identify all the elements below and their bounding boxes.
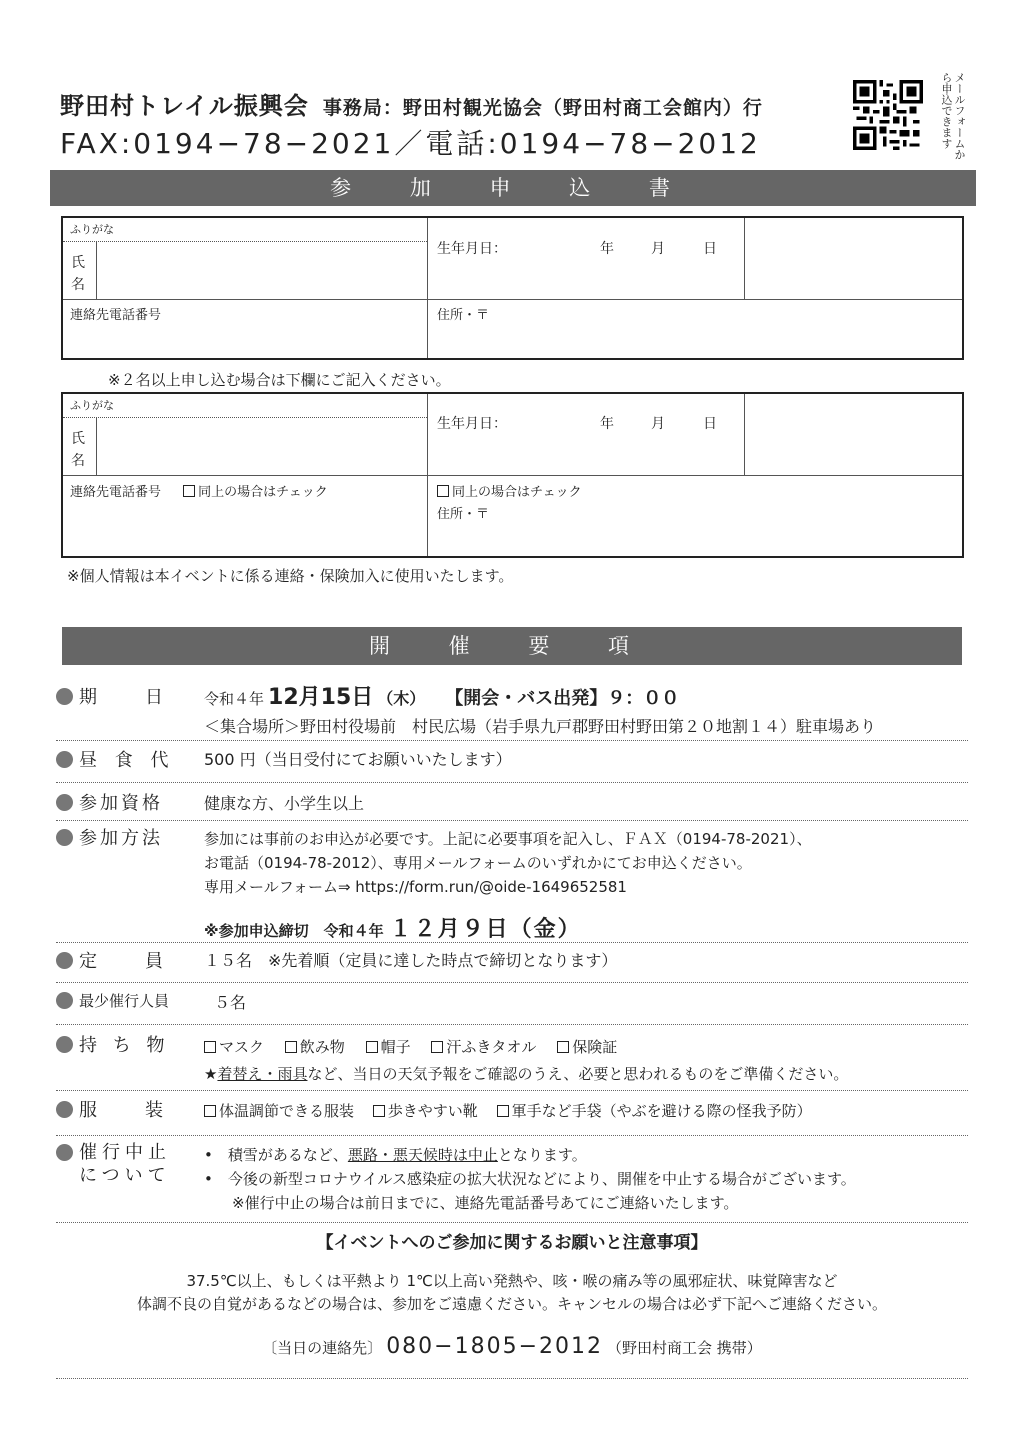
notice-title: 【イベントへのご参加に関するお願いと注意事項】 xyxy=(316,1233,708,1253)
name-field[interactable] xyxy=(97,418,426,474)
furigana-label: ふりがな xyxy=(70,223,114,236)
capacity-row-label: 定 員 xyxy=(56,947,167,973)
org-heading xyxy=(60,86,763,121)
name-label: 氏 xyxy=(71,431,85,447)
form-title: 参 加 申 込 書 xyxy=(50,170,976,206)
capacity-value: １５名 ※先着順（定員に達した時点で締切となります） xyxy=(204,951,618,970)
same-check-label: 同上の場合はチェック xyxy=(198,485,328,500)
same-checkbox[interactable] xyxy=(437,481,582,500)
item-checkbox[interactable]: マスク xyxy=(204,1038,264,1056)
year-label: 年 xyxy=(600,416,614,432)
date-row-label: 期 日 xyxy=(56,683,167,709)
notice-line: 体調不良の自覚があるなどの場合は、参加をご遠慮ください。キャンセルの場合は必ず下記へご連絡ください。 xyxy=(136,1295,887,1313)
name-label: 名 xyxy=(71,453,85,469)
bullet-icon xyxy=(56,992,73,1009)
checkbox-icon[interactable] xyxy=(497,1105,509,1117)
bullet-icon xyxy=(56,751,73,768)
clothes-row-label: 服 装 xyxy=(56,1096,167,1122)
clothes-list xyxy=(204,1100,812,1121)
checkbox-icon[interactable] xyxy=(183,485,195,497)
cancel-line: • 今後の新型コロナウイルス感染症の拡大状況などにより、開催を中止する場合がございます。 xyxy=(204,1170,856,1188)
bullet-icon xyxy=(56,952,73,969)
address-label: 住所・〒 xyxy=(437,507,490,522)
method-row-label: 参加方法 xyxy=(56,824,163,850)
bullet-icon xyxy=(56,1101,73,1118)
lunch-row-label: 昼 食 代 xyxy=(56,746,174,772)
bullet-icon xyxy=(56,1144,73,1161)
name-label: 名 xyxy=(71,277,85,293)
lunch-value: 500 円（当日受付にてお願いいたします） xyxy=(204,750,512,769)
privacy-note: ※個人情報は本イベントに係る連絡・保険加入に使用いたします。 xyxy=(67,567,514,585)
phone-label-row xyxy=(70,481,328,500)
cancel-line: • 積雪があるなど、悪路・悪天候時は中止となります。 xyxy=(204,1146,587,1164)
cancel-row-label: 催行中止 について xyxy=(56,1141,171,1187)
bullet-icon xyxy=(56,688,73,705)
deadline-line: ※参加申込締切 令和４年 １２月９日（金） xyxy=(204,917,582,942)
checkbox-icon[interactable] xyxy=(285,1041,297,1053)
extra-field[interactable] xyxy=(745,218,962,298)
birth-label: 生年月日： xyxy=(437,416,507,432)
month-label: 月 xyxy=(651,416,665,432)
birth-label: 生年月日： xyxy=(437,241,507,257)
address-label: 住所・〒 xyxy=(437,308,490,323)
min-participants-value: ５名 xyxy=(214,993,247,1012)
clothes-checkbox[interactable]: 体温調節できる服装 xyxy=(204,1102,354,1120)
month-label: 月 xyxy=(651,241,665,257)
qr-note: メールフォームから申込できます xyxy=(940,72,966,160)
office-name: 事務局：野田村観光協会（野田村商工会館内）行 xyxy=(322,97,763,119)
clothes-checkbox[interactable]: 歩きやすい靴 xyxy=(373,1102,478,1120)
method-line: お電話（0194-78-2012）、専用メールフォームのいずれかにてお申込ください。 xyxy=(204,854,752,872)
qualification-value: 健康な方、小学生以上 xyxy=(204,794,365,813)
org-name: 野田村トレイル振興会 xyxy=(60,92,309,120)
item-checkbox[interactable]: 飲み物 xyxy=(285,1038,345,1056)
checkbox-icon[interactable] xyxy=(557,1041,569,1053)
min-participants-row-label: 最少催行人員 xyxy=(56,990,169,1011)
checkbox-icon[interactable] xyxy=(431,1041,443,1053)
same-checkbox[interactable] xyxy=(183,485,328,500)
qualification-row-label: 参加資格 xyxy=(56,789,163,815)
checkbox-icon[interactable] xyxy=(437,485,449,497)
furigana-label: ふりがな xyxy=(70,399,114,412)
details-title: 開 催 要 項 xyxy=(62,627,962,665)
phone-label: 連絡先電話番号 xyxy=(70,308,162,323)
same-check-label: 同上の場合はチェック xyxy=(452,485,582,500)
day-label: 日 xyxy=(703,241,717,257)
name-label: 氏 xyxy=(71,255,85,271)
meeting-place: ＜集合場所＞野田村役場前 村民広場（岩手県九戸郡野田村野田第２０地割１４）駐車場あり xyxy=(204,717,877,736)
bullet-icon xyxy=(56,829,73,846)
method-line: 参加には事前のお申込が必要です。上記に必要事項を記入し、ＦＡＸ（0194-78-2021）、 xyxy=(204,830,812,848)
checkbox-icon[interactable] xyxy=(373,1105,385,1117)
bullet-icon xyxy=(56,1036,73,1053)
cancel-line: ※催行中止の場合は前日までに、連絡先電話番号あてにご連絡いたします。 xyxy=(232,1194,739,1212)
emergency-contact: 〔当日の連絡先〕 080−1805−2012 （野田村商工会 携帯） xyxy=(262,1334,762,1359)
item-checkbox[interactable]: 汗ふきタオル xyxy=(431,1038,536,1056)
date-line: 令和４年 12月15日 （木） 【開会・バス出発】９：００ xyxy=(204,685,680,710)
phone-label: 連絡先電話番号 xyxy=(70,485,162,500)
qr-code-icon[interactable] xyxy=(853,80,923,150)
checkbox-icon[interactable] xyxy=(366,1041,378,1053)
items-row-label: 持 ち 物 xyxy=(56,1031,169,1057)
items-note: ★着替え・雨具など、当日の天気予報をご確認のうえ、必要と思われるものをご準備ください。 xyxy=(204,1065,849,1083)
items-list xyxy=(204,1036,617,1057)
name-field[interactable] xyxy=(97,242,426,298)
checkbox-icon[interactable] xyxy=(204,1105,216,1117)
method-form-link[interactable]: 専用メールフォーム⇒ https://form.run/@oide-1649652581 xyxy=(204,878,627,896)
clothes-checkbox[interactable]: 軍手など手袋（やぶを避ける際の怪我予防） xyxy=(497,1102,812,1120)
item-checkbox[interactable]: 帽子 xyxy=(366,1038,411,1056)
day-label: 日 xyxy=(703,416,717,432)
item-checkbox[interactable]: 保険証 xyxy=(557,1038,617,1056)
notice-line: 37.5℃以上、もしくは平熱より 1℃以上高い発熱や、咳・喉の痛み等の風邪症状、味覚障害など xyxy=(186,1272,838,1290)
bullet-icon xyxy=(56,794,73,811)
contact-numbers: FAX:0194−78−2021／電話:0194−78−2012 xyxy=(60,127,761,160)
year-label: 年 xyxy=(600,241,614,257)
checkbox-icon[interactable] xyxy=(204,1041,216,1053)
multi-applicant-note: ※２名以上申し込む場合は下欄にご記入ください。 xyxy=(108,371,451,389)
